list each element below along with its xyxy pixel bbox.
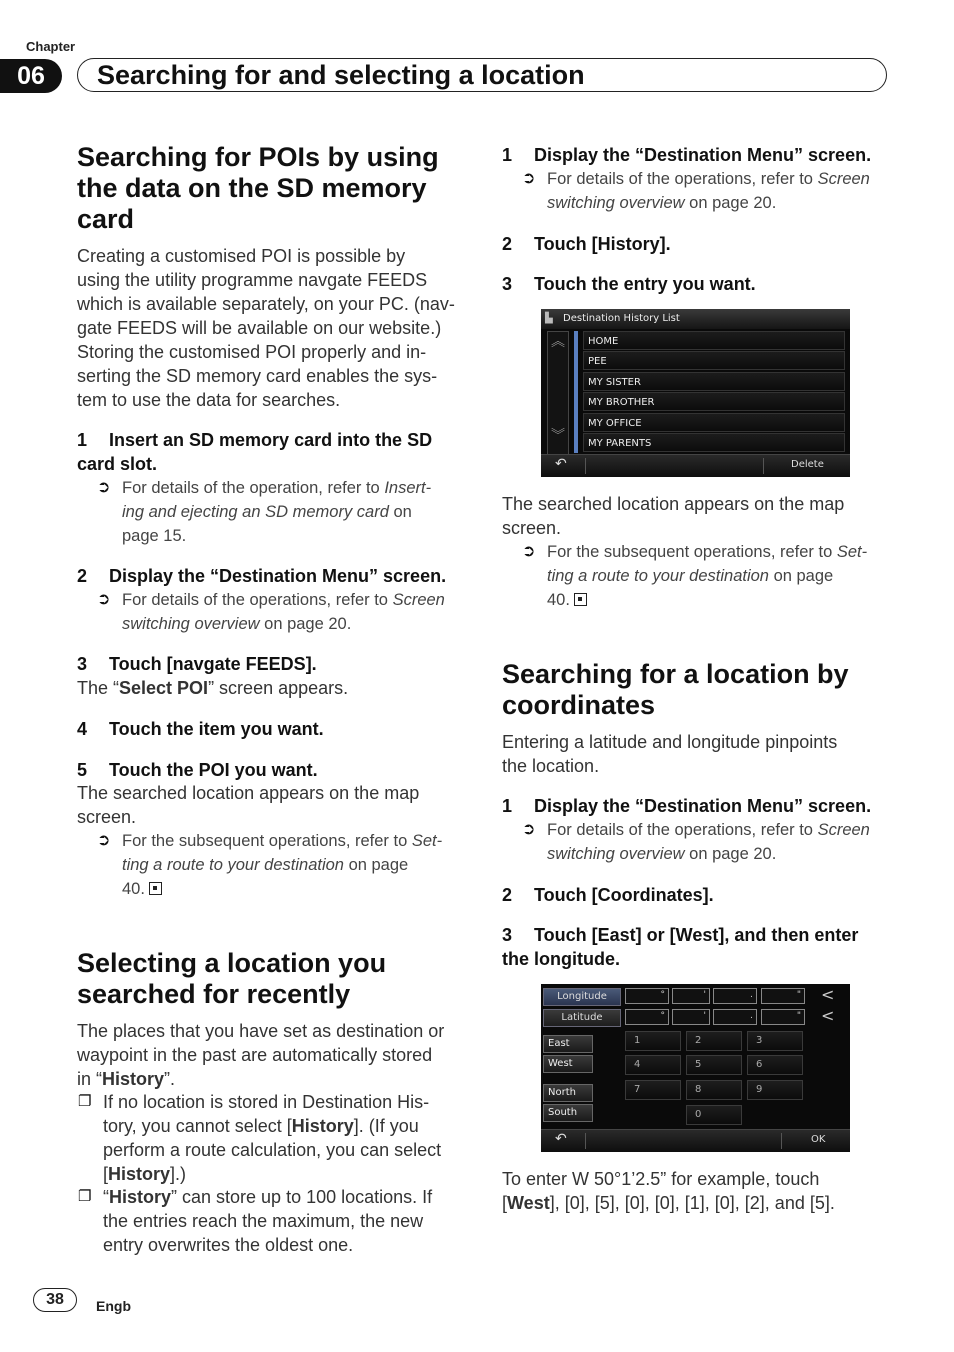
history-entry[interactable]: PEE — [583, 351, 845, 370]
poi-step-3-result: The “Select POI” screen appears. — [77, 678, 349, 698]
east-button[interactable]: East — [543, 1035, 593, 1053]
longitude-decimal-field[interactable]: " — [761, 988, 805, 1004]
chapter-number: 06 — [0, 59, 62, 93]
coord-step-1: 1 Display the “Destination Menu” screen. — [502, 796, 872, 816]
poi-sd-intro: Creating a customised POI is possible by using the utility programme navgate FEEDS which is available separately, on your PC. (nav- gate FEEDS will be available on our website.) Storing the customised POI properly and in- serting the SD memory card enables the sys- tem to use the data for searches. — [77, 246, 455, 410]
end-mark-icon — [149, 882, 162, 895]
back-arrow-icon[interactable]: ↶ — [555, 1131, 567, 1147]
note-arrow-icon: ➲ — [97, 591, 111, 608]
divider — [585, 458, 586, 474]
history-screen-title: Destination History List — [541, 309, 850, 329]
history-entry[interactable]: MY OFFICE — [583, 413, 845, 432]
page-number: 38 — [33, 1288, 77, 1312]
note-arrow-icon: ➲ — [522, 170, 536, 187]
key-1[interactable]: 1 — [625, 1031, 681, 1051]
delete-button[interactable]: Delete — [791, 459, 824, 470]
recent-result-note: For the subsequent operations, refer to Set- ting a route to your destination on page 40. — [547, 543, 868, 609]
poi-step-1-note: For details of the operation, refer to Insert- ing and ejecting an SD memory card on page 15. — [122, 479, 432, 545]
ok-button[interactable]: OK — [811, 1134, 826, 1145]
latitude-minutes-field[interactable]: ' — [672, 1009, 710, 1025]
key-3[interactable]: 3 — [747, 1031, 803, 1051]
bullet-box-icon: ❐ — [78, 1188, 92, 1205]
poi-step-5-result: The searched location appears on the map screen. — [77, 783, 420, 827]
recent-result: The searched location appears on the map screen. — [502, 494, 845, 538]
coord-step-3: 3 Touch [East] or [West], and then enter the longitude. — [502, 925, 859, 969]
key-9[interactable]: 9 — [747, 1080, 803, 1100]
note-arrow-icon: ➲ — [522, 821, 536, 838]
south-button[interactable]: South — [543, 1104, 593, 1122]
longitude-button[interactable]: Longitude — [543, 988, 621, 1006]
recent-step-1-note: For details of the operations, refer to Screen switching overview on page 20. — [547, 170, 870, 212]
destination-history-screen — [541, 309, 850, 477]
history-entry[interactable]: HOME — [583, 331, 845, 350]
section-heading-poi-sd: Searching for POIs by using the data on the SD memory card — [77, 142, 439, 234]
longitude-seconds-field[interactable]: . — [713, 988, 757, 1004]
coord-step-2: 2 Touch [Coordinates]. — [502, 885, 714, 905]
poi-step-3: 3 Touch [navgate FEEDS]. — [77, 654, 317, 674]
divider — [585, 1133, 586, 1149]
list-icon: ▙ — [545, 313, 553, 324]
history-entry[interactable]: MY PARENTS — [583, 433, 845, 452]
coordinates-intro: Entering a latitude and longitude pinpoints the location. — [502, 732, 838, 776]
back-arrow-icon[interactable]: ↶ — [555, 456, 567, 472]
history-bottom-bar — [541, 454, 850, 477]
key-4[interactable]: 4 — [625, 1055, 681, 1075]
backspace-icon[interactable]: < — [821, 1006, 835, 1025]
coordinates-screen — [541, 984, 850, 1152]
key-0[interactable]: 0 — [686, 1105, 742, 1125]
page-up-icon[interactable]: ︽ — [551, 334, 565, 350]
north-button[interactable]: North — [543, 1084, 593, 1102]
history-entry[interactable]: MY SISTER — [583, 372, 845, 391]
chapter-label: Chapter — [26, 39, 76, 54]
longitude-minutes-field[interactable]: ' — [672, 988, 710, 1004]
latitude-decimal-field[interactable]: " — [761, 1009, 805, 1025]
section-heading-recent: Selecting a location you searched for recently — [77, 948, 387, 1009]
poi-step-2: 2 Display the “Destination Menu” screen. — [77, 566, 447, 586]
section-heading-coordinates: Searching for a location by coordinates — [502, 659, 849, 720]
bullet-box-icon: ❐ — [78, 1093, 92, 1110]
end-mark-icon — [574, 593, 587, 606]
coordinates-example: To enter W 50°1’2.5” for example, touch [West], [0], [5], [0], [0], [1], [0], [2], and [5]. — [502, 1169, 835, 1213]
recent-bullet-2: “History” can store up to 100 locations. If the entries reach the maximum, the new entry overwrites the oldest one. — [103, 1187, 433, 1255]
latitude-seconds-field[interactable]: . — [713, 1009, 757, 1025]
recent-intro: The places that you have set as destination or waypoint in the past are automatically stored in “History”. — [77, 1021, 445, 1089]
history-entry[interactable]: MY BROTHER — [583, 392, 845, 411]
recent-step-1: 1 Display the “Destination Menu” screen. — [502, 145, 872, 165]
recent-step-2: 2 Touch [History]. — [502, 234, 671, 254]
key-6[interactable]: 6 — [747, 1055, 803, 1075]
divider — [781, 1133, 782, 1149]
poi-step-5-note: For the subsequent operations, refer to Set- ting a route to your destination on page 40. — [122, 832, 443, 898]
divider — [763, 458, 764, 474]
key-5[interactable]: 5 — [686, 1055, 742, 1075]
key-7[interactable]: 7 — [625, 1080, 681, 1100]
note-arrow-icon: ➲ — [97, 832, 111, 849]
page-down-icon[interactable]: ︾ — [551, 428, 565, 444]
latitude-button[interactable]: Latitude — [543, 1009, 621, 1027]
note-arrow-icon: ➲ — [97, 479, 111, 496]
poi-step-1: 1 Insert an SD memory card into the SD card slot. — [77, 430, 433, 474]
poi-step-4: 4 Touch the item you want. — [77, 719, 324, 739]
backspace-icon[interactable]: < — [821, 985, 835, 1004]
recent-bullet-1: If no location is stored in Destination His- tory, you cannot select [History]. (If you perform a route calculation, you can select [History].) — [103, 1092, 442, 1184]
longitude-degrees-field[interactable]: ° — [625, 988, 669, 1004]
note-arrow-icon: ➲ — [522, 543, 536, 560]
recent-step-3: 3 Touch the entry you want. — [502, 274, 756, 294]
latitude-degrees-field[interactable]: ° — [625, 1009, 669, 1025]
language-code: Engb — [96, 1298, 131, 1314]
key-2[interactable]: 2 — [686, 1031, 742, 1051]
key-8[interactable]: 8 — [686, 1080, 742, 1100]
coordinates-bottom-bar — [541, 1129, 850, 1152]
coord-step-1-note: For details of the operations, refer to Screen switching overview on page 20. — [547, 821, 870, 863]
chapter-title: Searching for and selecting a location — [97, 60, 585, 90]
west-button[interactable]: West — [543, 1055, 593, 1073]
poi-step-2-note: For details of the operations, refer to Screen switching overview on page 20. — [122, 591, 445, 633]
scroll-thumb[interactable] — [574, 331, 578, 453]
poi-step-5: 5 Touch the POI you want. — [77, 760, 318, 780]
